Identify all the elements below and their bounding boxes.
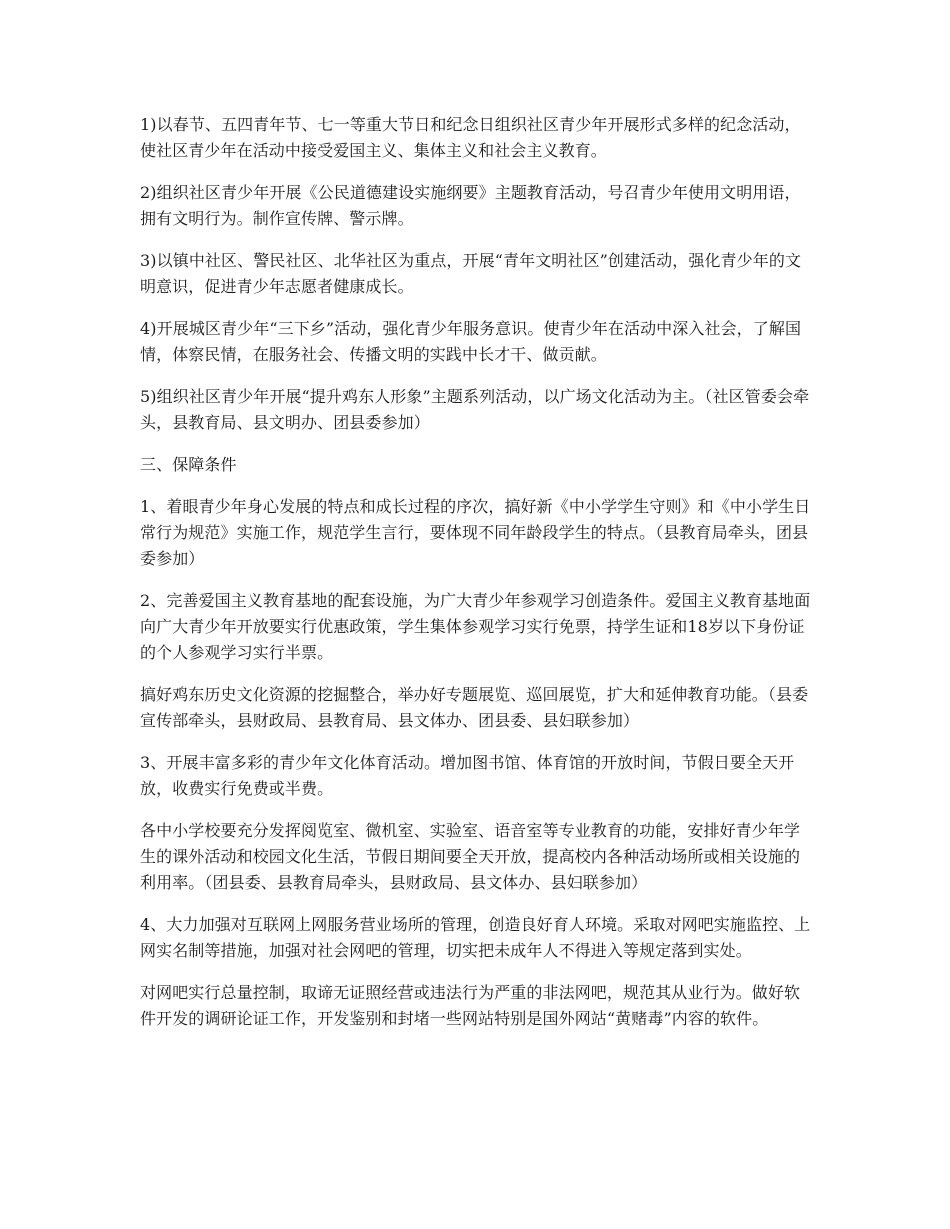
paragraph-activity-3: 3)以镇中社区、警民社区、北华社区为重点，开展“青年文明社区”创建活动，强化青少年的文明意识，促进青少年志愿者健康成长。 <box>140 251 802 296</box>
paragraph-guarantee-2-cont: 搞好鸡东历史文化资源的挖掘整合，举办好专题展览、巡回展览，扩大和延伸教育功能。（县委宣传部牵头，县财政局、县教育局、县文体办、团县委、县妇联参加） <box>140 685 809 730</box>
document-page <box>140 112 812 1048</box>
paragraph-activity-1: 1)以春节、五四青年节、七一等重大节日和纪念日组织社区青少年开展形式多样的纪念活动，使社区青少年在活动中接受爱国主义、集体主义和社会主义教育。 <box>140 115 801 160</box>
paragraph-activity-5: 5)组织社区青少年开展“提升鸡东人形象”主题系列活动，以广场文化活动为主。（社区管委会牵头，县教育局、县文明办、团县委参加） <box>140 387 810 432</box>
paragraph-guarantee-4: 4、大力加强对互联网上网服务营业场所的管理，创造良好育人环境。采取对网吧实施监控、上网实名制等措施，加强对社会网吧的管理，切实把未成年人不得进入等规定落到实处。 <box>140 915 811 960</box>
paragraph-guarantee-2: 2、完善爱国主义教育基地的配套设施，为广大青少年参观学习创造条件。爱国主义教育基地面向广大青少年开放要实行优惠政策，学生集体参观学习实行免票，持学生证和18岁以下身份证的个人参观学习实行半票。 <box>140 591 811 662</box>
paragraph-activity-2: 2)组织社区青少年开展《公民道德建设实施纲要》主题教育活动，号召青少年使用文明用语，拥有文明行为。制作宣传牌、警示牌。 <box>140 183 801 228</box>
section-heading-guarantees: 三、保障条件 <box>140 455 237 474</box>
paragraph-guarantee-1: 1、着眼青少年身心发展的特点和成长过程的序次，搞好新《中小学学生守则》和《中小学生日常行为规范》实施工作，规范学生言行，要体现不同年龄段学生的特点。（县教育局牵头，团县委参加） <box>140 497 811 568</box>
paragraph-guarantee-3-cont: 各中小学校要充分发挥阅览室、微机室、实验室、语音室等专业教育的功能，安排好青少年学生的课外活动和校园文化生活，节假日期间要全天开放，提高校内各种活动场所或相关设施的利用率。（团县委、县教育局牵头，县财政局、县文体办、县妇联参加） <box>140 821 801 892</box>
paragraph-activity-4: 4)开展城区青少年“三下乡”活动，强化青少年服务意识。使青少年在活动中深入社会，了解国情，体察民情，在服务社会、传播文明的实践中长才干、做贡献。 <box>140 319 802 364</box>
paragraph-guarantee-4-cont: 对网吧实行总量控制，取谛无证照经营或违法行为严重的非法网吧，规范其从业行为。做好软件开发的调研论证工作，开发鉴别和封堵一些网站特别是国外网站“黄赌毒”内容的软件。 <box>140 983 801 1028</box>
paragraph-guarantee-3: 3、开展丰富多彩的青少年文化体育活动。增加图书馆、体育馆的开放时间，节假日要全天开放，收费实行免费或半费。 <box>140 753 795 798</box>
